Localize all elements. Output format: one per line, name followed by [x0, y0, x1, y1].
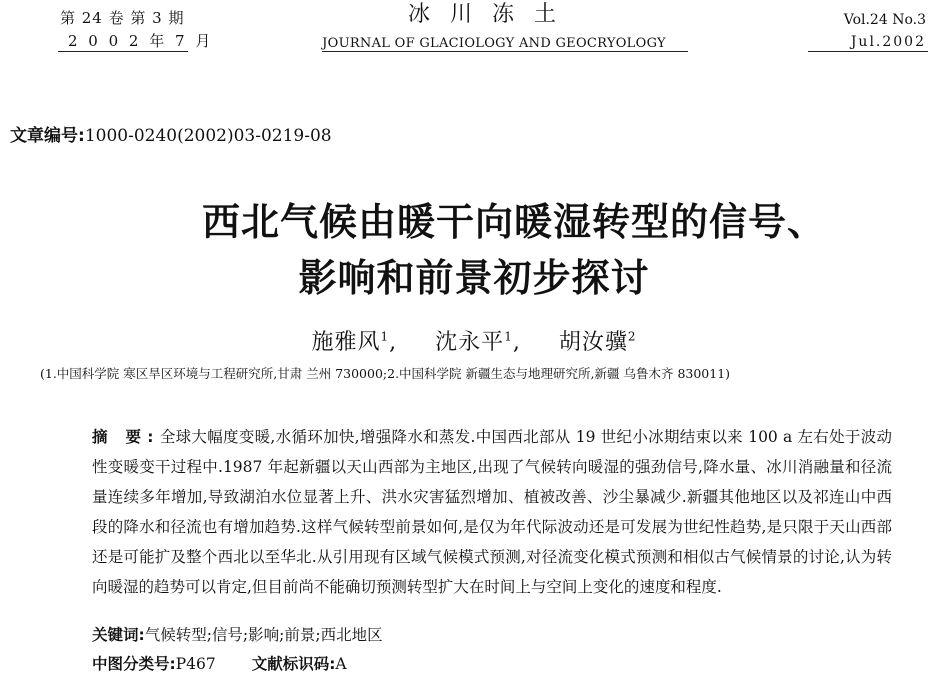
author-affil-mark: 1 — [380, 329, 390, 344]
author-separator: , — [512, 330, 521, 355]
author-name: 施雅风 — [311, 330, 381, 355]
keywords-text: 气候转型;信号;影响;前景;西北地区 — [144, 626, 383, 644]
author-affil-mark: 1 — [504, 329, 513, 344]
doc-code-label: 文献标识码: — [251, 655, 336, 673]
abstract-text: 全球大幅度变暖,水循环加快,增强降水和蒸发.中国西北部从 19 世纪小冰期结束以来 100 a 左右处于波动性变暖变干过程中.1987 年起新疆以天山西部为主地区,出现了气候转向暖湿的强劲信号,降水量、冰川消融量和径流量连续多年增加,导致湖泊水位显著上升、洪水灾害猛烈增加、植被改善、沙尘暴减少.新疆其他地区以及祁连山中西段的降水和径流也有增加趋势.这样气候转型前景如何,是仅为年代际波动还是可发展为世纪性趋势,是只限于天山西部还是可能扩及整个西北以至华北.从引用现有区域气候模式预测,对径流变化模式预测和相似古气候情景的讨论,认为转向暖湿的趋势可以肯定,但目前尚不能确切预测转型扩大在时间上与空间上变化的速度和程度. — [92, 428, 892, 596]
author-name: 胡汝骥 — [558, 330, 628, 355]
keywords-label: 关键词: — [92, 626, 145, 644]
keywords — [92, 623, 383, 645]
paper-title-line1: 西北气候由暖干向暖湿转型的信号、 — [201, 200, 826, 244]
volume-issue-en: Vol.24 No.3 — [843, 12, 926, 28]
volume-issue-cn: 第 24 卷 第 3 期 — [60, 9, 185, 27]
clc-value: P467 — [175, 655, 216, 673]
journal-title-en: JOURNAL OF GLACIOLOGY AND GEOCRYOLOGY — [322, 36, 666, 51]
classification — [92, 652, 347, 674]
author-separator: , — [389, 330, 398, 355]
author-affil-mark: 2 — [627, 329, 637, 344]
affiliations: (1.中国科学院 寒区旱区环境与工程研究所,甘肃 兰州 730000;2.中国科学院 新疆生态与地理研究所,新疆 乌鲁木齐 830011) — [40, 366, 731, 381]
journal-title-cn: 冰川冻土 — [407, 2, 576, 27]
abstract-label: 摘 要: — [92, 428, 160, 446]
article-number-value: 1000-0240(2002)03-0219-08 — [84, 126, 332, 146]
doc-code-value: A — [335, 655, 347, 673]
clc-label: 中图分类号: — [92, 655, 176, 673]
article-number — [10, 121, 332, 146]
article-number-label: 文章编号: — [10, 126, 85, 146]
header-rule-center — [322, 51, 688, 52]
abstract — [92, 422, 892, 602]
date-en: Jul.2002 — [850, 34, 926, 50]
paper-title-line2: 影响和前景初步探讨 — [298, 256, 650, 300]
date-cn: 2 0 0 2 年 7 月 — [68, 32, 214, 50]
author-name: 沈永平 — [435, 330, 505, 355]
header-rule-right — [808, 51, 928, 52]
header-rule-left — [58, 51, 188, 52]
author-list — [0, 325, 948, 356]
